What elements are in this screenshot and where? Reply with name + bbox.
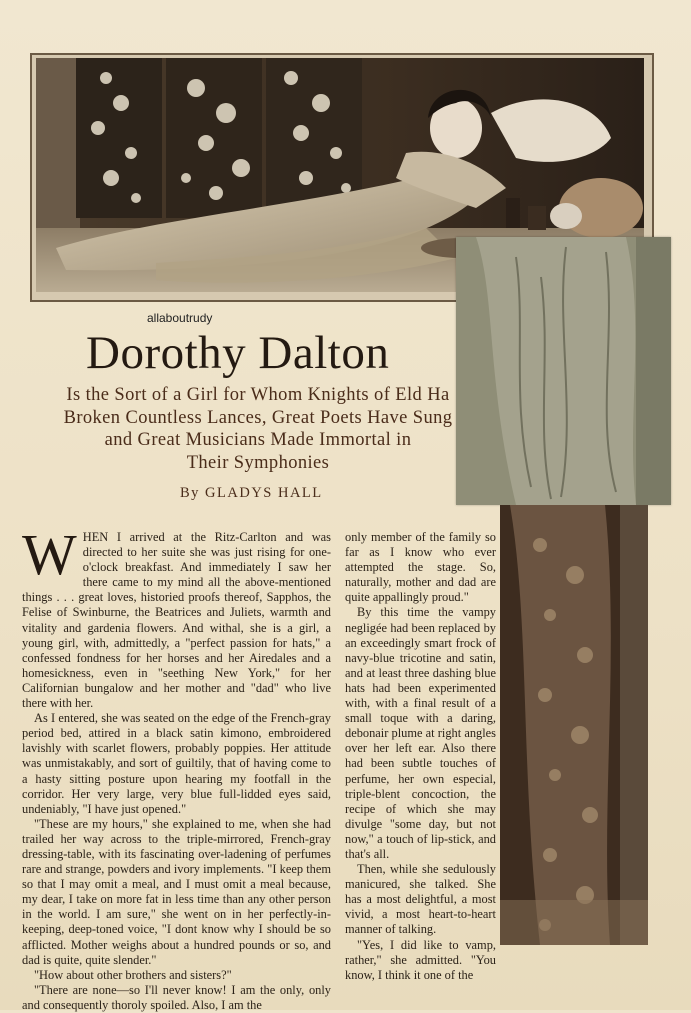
article-column-right (345, 530, 496, 983)
article-paragraph: HEN I arrived at the Ritz-Carlton and was directed to her suite she was just rising for one-o'clock breakfast. And immediately I saw her there came to my mind all the above-mentioned things . . . great loves, historied proofs thereof, Sapphos, the Felise of Swinburne, the Beatrices and Juliets, warmth and vitality and gardenia flowers. And withal, she is a girl, a young girl, with, admittedly, a "perfect passion for hats," a confessed fondness for her horses and her Airedales and a homesickness, even in "seething New York," for her Californian bungalow and her mother and "dad" who live there with her. (22, 530, 331, 711)
photo-credit: allaboutrudy (147, 311, 213, 325)
article-paragraph: As I entered, she was seated on the edge of the French-gray period bed, attired in a black satin kimono, embroidered lavishly with scarlet flowers, probably poppies. Her attitude was unmistakably, and sort of guiltily, that of having come to a hasty sitting posture upon hearing my footfall in the corridor. Her very large, very blue full-lidded eyes said, undeniably, "I have just opened." (22, 711, 331, 816)
article-paragraph: "Yes, I did like to vamp, rather," she admitted. "You know, I think it one of the (345, 937, 496, 982)
article-paragraph: "These are my hours," she explained to me, when she had trailed her way across to the triple-mirrored, French-gray dressing-table, with its fascinating over-ladening of perfumes rare and strange, powders and ivory implements. "I keep them so that I may omit a meal, and I must omit a meal because, my dear, I take on more fat in less time than any other person in the world. I am sure," she went on in her perfectly-in-keeping, deep-toned voice, "I dont know why I should be so afflicted. Mother weighs about a hundred pounds or so, and dad is quite, quite slender." (22, 816, 331, 967)
standing-portrait-illustration (456, 237, 671, 505)
patterned-gown-illustration (500, 505, 648, 945)
article-column-left (22, 522, 331, 1013)
gown-detail-photo (500, 505, 648, 945)
subtitle-line: Their Symphonies (186, 452, 330, 473)
article-title: Dorothy Dalton (86, 327, 390, 379)
article-subtitle (28, 384, 488, 474)
article-paragraph: By this time the vampy negligée had been replaced by an exceedingly smart frock of navy-blue tricotine and satin, and at least three dashing blue hats had been experimented with, with a final result of a small toque with a daring, debonair plume at right angles over her left ear. Also there had been subtle touches of perfume, her own especial, triple-blent concoction, the recipe of which she may divulge "some day, but not now," a touch of lip-stick, and that's all. (345, 605, 496, 861)
drop-cap: W (22, 522, 77, 587)
subtitle-line: and Great Musicians Made Immortal in (104, 430, 412, 450)
author-byline: By GLADYS HALL (180, 485, 323, 501)
article-paragraph: Then, while she sedulously manicured, she talked. She has a most delightful, a most vivid, a most heart-to-heart manner of talking. (345, 862, 496, 937)
article-paragraph: "There are none—so I'll never know! I am the only, only and consequently thoroly spoiled. Also, I am the (22, 982, 331, 1012)
subtitle-line: Broken Countless Lances, Great Poets Have Sung (63, 407, 453, 428)
subtitle-line: Is the Sort of a Girl for Whom Knights of Eld Ha (66, 385, 450, 405)
article-paragraph: only member of the family so far as I know who ever attempted the stage. So, naturally, mother and dad are quite appallingly proud." (345, 530, 496, 605)
standing-portrait-photo (456, 237, 671, 505)
article-paragraph: "How about other brothers and sisters?" (34, 967, 232, 982)
